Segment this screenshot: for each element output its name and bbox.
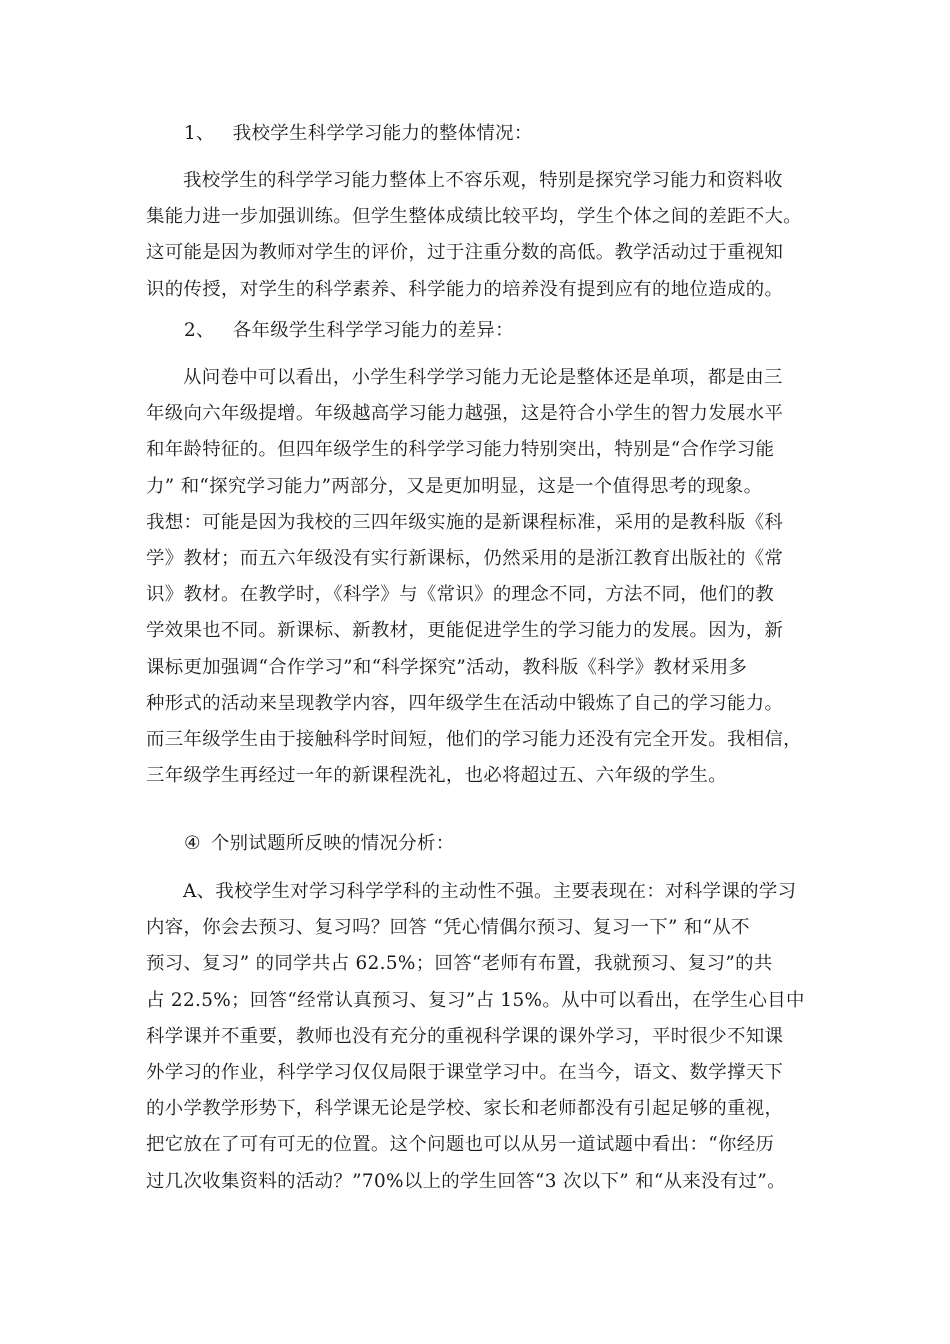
text-line: 和年龄特征的。但四年级学生的科学学习能力特别突出，特别是“合作学习能 [146, 439, 775, 461]
text-line: 年级向六年级提增。年级越高学习能力越强，这是符合小学生的智力发展水平 [146, 403, 784, 425]
paragraph-2 [146, 360, 814, 794]
section-heading-3 [184, 826, 454, 862]
text-line: 集能力进一步加强训练。但学生整体成绩比较平均，学生个体之间的差距不大。 [146, 206, 802, 228]
text-line: 占 22.5%；回答“经常认真预习、复习”占 15%。从中可以看出，在学生心目中 [146, 989, 805, 1011]
text-line: 预习、复习” 的同学共占 62.5%；回答“老师有布置，我就预习、复习”的共 [146, 953, 773, 975]
text-line: 从问卷中可以看出，小学生科学学习能力无论是整体还是单项，都是由三 [183, 367, 783, 388]
text-line: 过几次收集资料的活动？”70%以上的学生回答“3 次以下” 和“从来没有过”。 [146, 1170, 786, 1192]
section-number: 1、 [184, 123, 215, 144]
section-title: 各年级学生科学学习能力的差异： [232, 320, 514, 341]
text-line: 学》教材；而五六年级没有实行新课标，仍然采用的是浙江教育出版社的《常 [146, 548, 784, 570]
text-line: 力” 和“探究学习能力”两部分，又是更加明显，这是一个值得思考的现象。 [146, 475, 763, 497]
text-line: 的小学教学形势下，科学课无论是学校、家长和老师都没有引起足够的重视， [146, 1098, 784, 1120]
text-line: A、我校学生对学习科学学科的主动性不强。主要表现在：对科学课的学习 [183, 881, 797, 902]
text-line: 识》教材。在教学时，《科学》与《常识》的理念不同，方法不同，他们的教 [146, 584, 774, 606]
text-line: 我想：可能是因为我校的三四年级实施的是新课程标准，采用的是教科版《科 [146, 511, 784, 533]
text-line: 内容，你会去预习、复习吗？回答 “凭心情偶尔预习、复习一下” 和“从不 [146, 917, 750, 939]
section-title: 个别试题所反映的情况分析： [210, 833, 455, 854]
text-line: 种形式的活动来呈现教学内容，四年级学生在活动中锻炼了自己的学习能力。 [146, 692, 784, 714]
section-heading-2 [184, 313, 514, 349]
text-line: 而三年级学生由于接触科学时间短，他们的学习能力还没有完全开发。我相信， [146, 729, 802, 751]
paragraph-3 [146, 874, 814, 1200]
text-line: 识的传授，对学生的科学素养、科学能力的培养没有提到应有的地位造成的。 [146, 278, 784, 300]
text-line: 学效果也不同。新课标、新教材，更能促进学生的学习能力的发展。因为，新 [146, 620, 784, 642]
text-line: 外学习的作业，科学学习仅仅局限于课堂学习中。在当今，语文、数学撑天下 [146, 1062, 784, 1084]
section-title: 我校学生科学学习能力的整体情况： [232, 123, 533, 144]
text-line: 把它放在了可有可无的位置。这个问题也可以从另一道试题中看出：“你经历 [146, 1134, 775, 1156]
text-line: 这可能是因为教师对学生的评价，过于注重分数的高低。教学活动过于重视知 [146, 242, 784, 264]
text-line: 三年级学生再经过一年的新课程洗礼，也必将超过五、六年级的学生。 [146, 765, 727, 787]
section-number: ④ [184, 833, 201, 854]
paragraph-1 [146, 163, 814, 308]
text-line: 科学课并不重要，教师也没有充分的重视科学课的课外学习，平时很少不知课 [146, 1025, 784, 1047]
section-heading-1 [184, 116, 533, 152]
section-number: 2、 [184, 320, 215, 341]
text-line: 我校学生的科学学习能力整体上不容乐观，特别是探究学习能力和资料收 [183, 170, 783, 191]
text-line: 课标更加强调“合作学习”和“科学探究”活动，教科版《科学》教材采用多 [146, 656, 748, 678]
